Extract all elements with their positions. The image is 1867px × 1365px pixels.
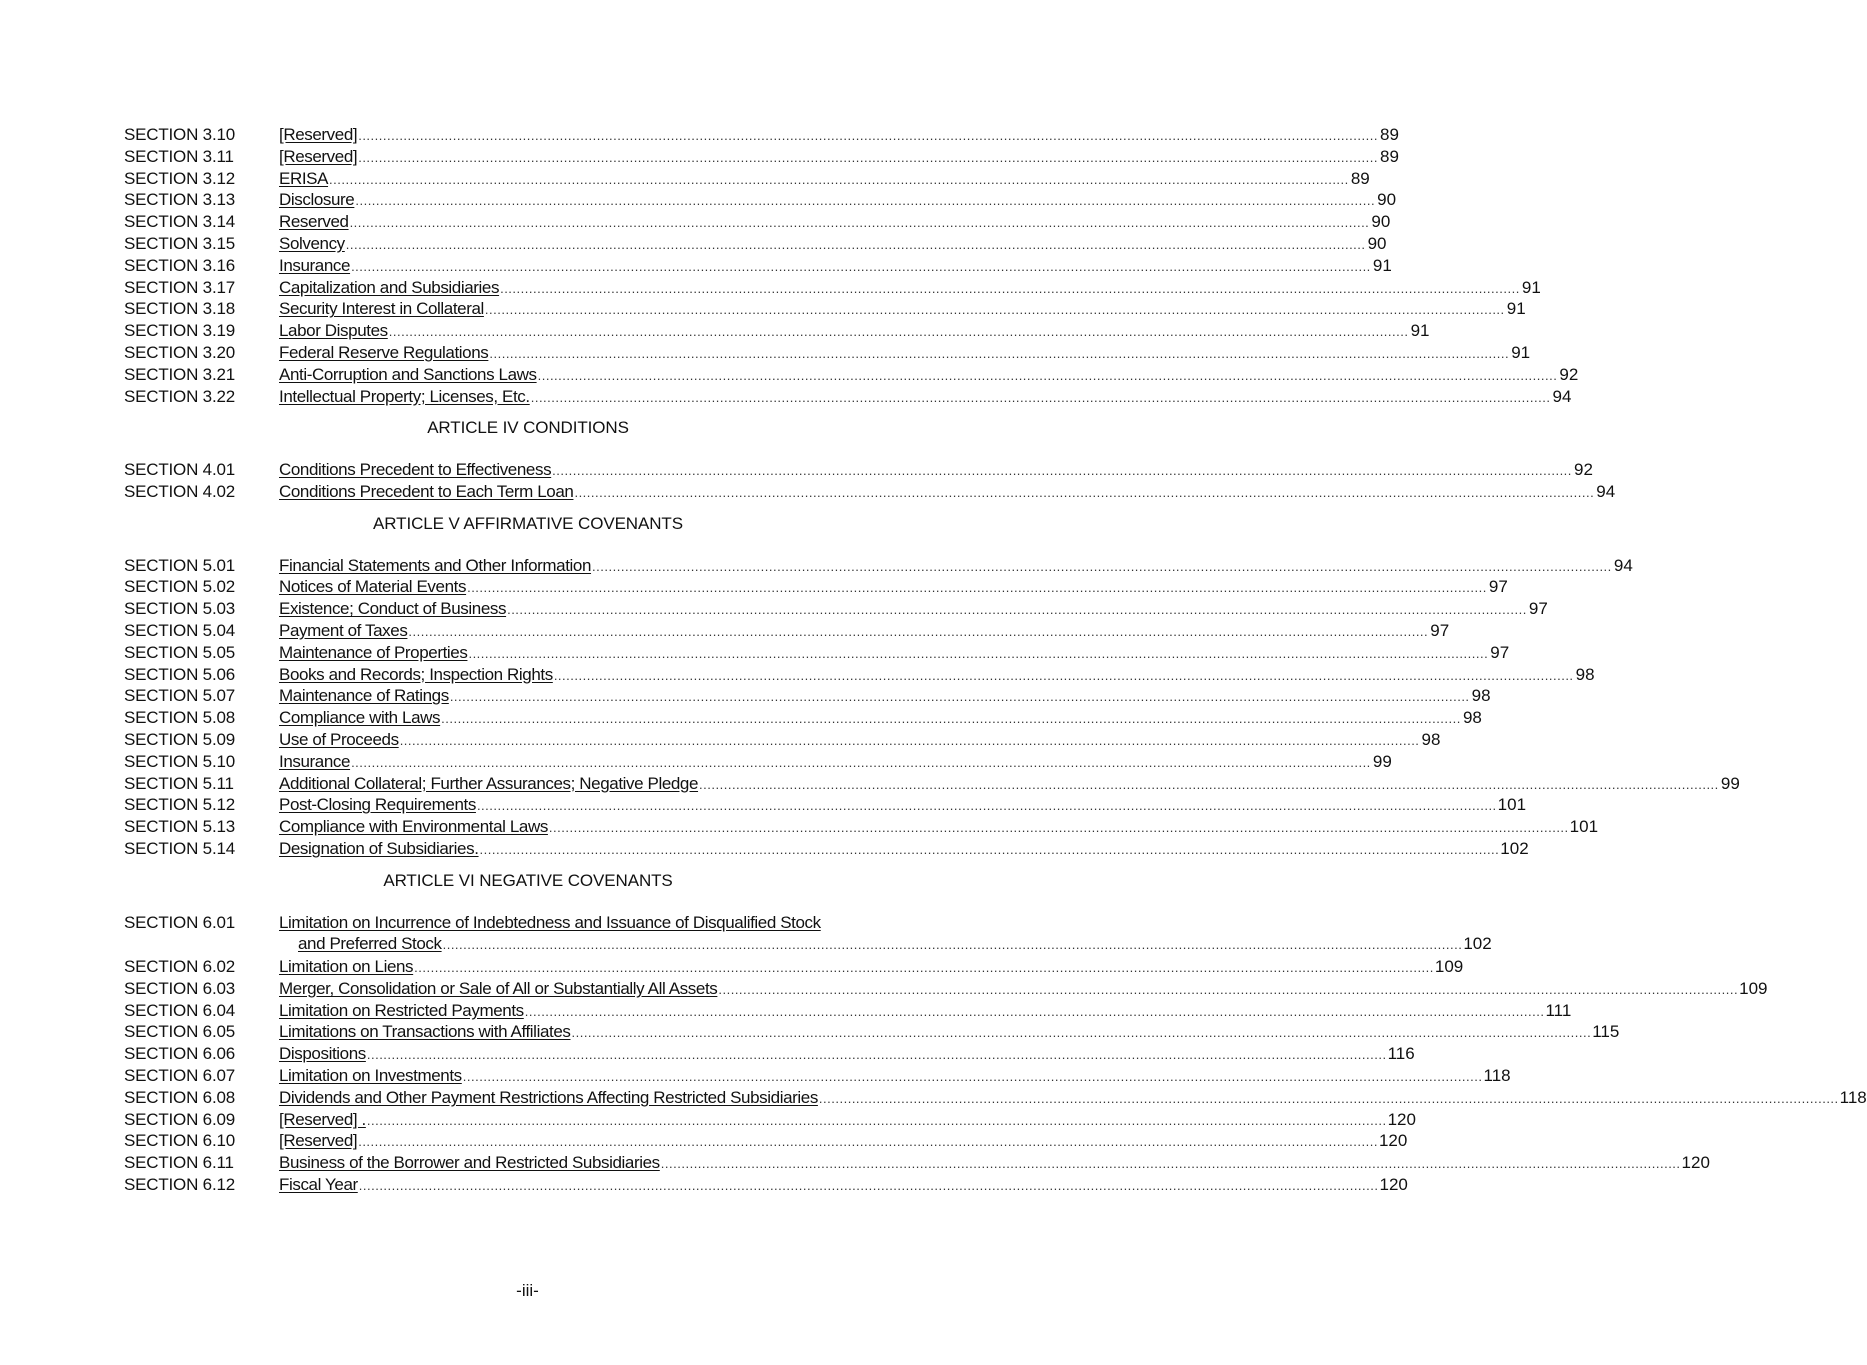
- section-number: SECTION 3.18: [124, 299, 235, 319]
- section-title-link[interactable]: Limitation on Investments: [279, 1066, 462, 1086]
- section-number: SECTION 6.10: [124, 1131, 235, 1151]
- section-title-link[interactable]: Conditions Precedent to Each Term Loan: [279, 481, 574, 501]
- article-heading: ARTICLE VI NEGATIVE COVENANTS: [383, 870, 673, 890]
- dot-leader: [350, 212, 1370, 234]
- dot-leader: [592, 556, 1612, 578]
- page-number: 97: [1488, 577, 1508, 597]
- dot-leader: [531, 387, 1551, 409]
- dot-leader: [500, 278, 1520, 300]
- dot-leader: [507, 599, 1527, 621]
- section-number: SECTION 6.04: [124, 1000, 235, 1020]
- toc-entry: [124, 233, 1387, 255]
- dot-leader: [552, 460, 1572, 482]
- dot-leader: [359, 1175, 1379, 1197]
- page-number: 99: [1372, 751, 1392, 771]
- section-title-link[interactable]: Compliance with Environmental Laws: [279, 817, 548, 837]
- page-number: 102: [1463, 934, 1492, 954]
- section-title-link[interactable]: Conditions Precedent to Effectiveness: [279, 460, 552, 480]
- page-number: 90: [1371, 212, 1391, 232]
- section-title-link[interactable]: [Reserved] .: [279, 1109, 366, 1129]
- section-number: SECTION 5.07: [124, 686, 235, 706]
- table-of-contents: [124, 124, 1867, 1196]
- section-title-link[interactable]: Intellectual Property; Licenses, Etc.: [279, 386, 530, 406]
- page-number: 89: [1380, 146, 1399, 166]
- dot-leader: [485, 299, 1505, 321]
- page-number: 118: [1483, 1066, 1511, 1086]
- section-number: SECTION 5.06: [124, 664, 235, 684]
- section-title-link[interactable]: Reserved: [279, 212, 349, 232]
- section-title-link[interactable]: Use of Proceeds: [279, 729, 399, 749]
- dot-leader: [358, 1131, 1378, 1153]
- section-title-link[interactable]: Limitation on Liens: [279, 957, 414, 977]
- page-number: 91: [1511, 342, 1531, 362]
- dot-leader: [699, 774, 1719, 796]
- section-title-link[interactable]: Insurance: [279, 255, 351, 275]
- toc-entry: [124, 912, 1492, 957]
- section-number: SECTION 3.16: [124, 255, 235, 275]
- dot-leader: [408, 621, 1428, 643]
- section-title-link[interactable]: Limitation on Restricted Payments: [279, 1000, 524, 1020]
- toc-entry: [124, 1021, 1620, 1043]
- section-number: SECTION 4.01: [124, 460, 235, 480]
- section-number: SECTION 5.03: [124, 599, 235, 619]
- dot-leader: [554, 665, 1574, 687]
- section-number: SECTION 5.14: [124, 838, 235, 858]
- section-title-link[interactable]: Capitalization and Subsidiaries: [279, 277, 500, 297]
- dot-leader: [450, 686, 1470, 708]
- page-number: 115: [1592, 1022, 1620, 1042]
- page-number: 98: [1421, 729, 1441, 749]
- page-number: 116: [1387, 1044, 1415, 1064]
- dot-leader: [477, 795, 1497, 817]
- section-title-link[interactable]: Anti-Corruption and Sanctions Laws: [279, 364, 537, 384]
- page-number: 90: [1377, 190, 1397, 210]
- toc-entry: [124, 1043, 1415, 1065]
- toc-entry: [124, 751, 1392, 773]
- dot-leader: [661, 1153, 1681, 1175]
- section-number: SECTION 6.09: [124, 1109, 235, 1129]
- section-number: SECTION 5.10: [124, 751, 235, 771]
- section-title-link-continued[interactable]: and Preferred Stock: [298, 934, 442, 954]
- page-number: 97: [1430, 620, 1450, 640]
- section-number: SECTION 6.12: [124, 1175, 235, 1195]
- dot-leader: [480, 839, 1500, 861]
- dot-leader: [414, 957, 1434, 979]
- section-number: SECTION 6.11: [124, 1153, 234, 1173]
- toc-entry: [124, 320, 1430, 342]
- section-number: SECTION 5.02: [124, 577, 235, 597]
- dot-leader: [571, 1022, 1591, 1044]
- section-title-link[interactable]: Security Interest in Collateral: [279, 299, 484, 319]
- page-footer-number: -iii-: [516, 1281, 539, 1300]
- section-title-link[interactable]: Solvency: [279, 233, 345, 253]
- toc-entry: [124, 978, 1768, 1000]
- article-5-sections: [124, 555, 1740, 860]
- section-title-link[interactable]: Labor Disputes: [279, 321, 388, 341]
- section-number: SECTION 6.02: [124, 957, 235, 977]
- page-number: 102: [1500, 838, 1529, 858]
- page-number: 109: [1739, 978, 1768, 998]
- dot-leader: [389, 321, 1409, 343]
- toc-entry: [124, 1174, 1408, 1196]
- page-number: 111: [1545, 1000, 1572, 1020]
- section-title-link[interactable]: Dispositions: [279, 1044, 366, 1064]
- section-title-link[interactable]: Compliance with Laws: [279, 708, 441, 728]
- toc-entry: [124, 277, 1541, 299]
- dot-leader: [355, 190, 1375, 212]
- dot-leader: [443, 934, 1463, 956]
- dot-leader: [525, 1001, 1545, 1023]
- section-number: SECTION 6.01: [124, 912, 235, 932]
- page-number: 101: [1569, 817, 1599, 837]
- page-number: 91: [1410, 321, 1430, 341]
- section-number: SECTION 3.17: [124, 277, 235, 297]
- section-title-link[interactable]: Post-Closing Requirements: [279, 795, 476, 815]
- section-title-link[interactable]: Maintenance of Properties: [279, 642, 468, 662]
- toc-entry: [124, 956, 1464, 978]
- toc-entry: [124, 685, 1491, 707]
- page-number: 120: [1387, 1109, 1416, 1129]
- toc-entry: [124, 642, 1510, 664]
- toc-entry: [124, 664, 1595, 686]
- section-title-link[interactable]: [Reserved]: [279, 125, 358, 144]
- dot-leader: [819, 1088, 1839, 1110]
- dot-leader: [329, 169, 1349, 191]
- page-number: 120: [1379, 1175, 1408, 1195]
- dot-leader: [538, 365, 1558, 387]
- section-number: SECTION 3.22: [124, 386, 235, 406]
- toc-entry: [124, 386, 1572, 408]
- section-title-link[interactable]: Federal Reserve Regulations: [279, 342, 489, 362]
- section-title-link[interactable]: Existence; Conduct of Business: [279, 599, 507, 619]
- toc-entry: [124, 620, 1450, 642]
- toc-entry: [124, 707, 1482, 729]
- dot-leader: [367, 1110, 1387, 1132]
- dot-leader: [574, 482, 1594, 504]
- dot-leader: [351, 752, 1371, 774]
- page-number: 90: [1367, 233, 1387, 253]
- dot-leader: [351, 256, 1371, 278]
- dot-leader: [489, 343, 1509, 365]
- section-title-link[interactable]: Limitation on Incurrence of Indebtedness and Issuance of Disqualified Stock: [279, 912, 821, 932]
- toc-entry: [124, 1087, 1867, 1109]
- dot-leader: [468, 643, 1488, 665]
- section-title-link[interactable]: Notices of Material Events: [279, 577, 467, 597]
- toc-entry: [124, 1152, 1710, 1174]
- page-number: 92: [1559, 364, 1579, 384]
- section-number: SECTION 4.02: [124, 481, 235, 501]
- toc-entry: [124, 576, 1508, 598]
- article-heading: ARTICLE V AFFIRMATIVE COVENANTS: [373, 513, 683, 533]
- page-number: 120: [1378, 1131, 1408, 1151]
- section-number: SECTION 3.12: [124, 168, 235, 188]
- toc-entry: [124, 1065, 1511, 1087]
- section-number: SECTION 3.10: [124, 125, 235, 144]
- section-number: SECTION 5.11: [124, 773, 234, 793]
- dot-leader: [549, 817, 1569, 839]
- section-title-link[interactable]: Designation of Subsidiaries.: [279, 838, 479, 858]
- page-number: 94: [1613, 555, 1633, 575]
- section-number: SECTION 5.13: [124, 817, 235, 837]
- dot-leader: [463, 1066, 1483, 1088]
- page-number: 91: [1372, 255, 1392, 275]
- section-number: SECTION 3.19: [124, 321, 235, 341]
- page-number: 91: [1521, 277, 1541, 297]
- section-number: SECTION 6.06: [124, 1044, 235, 1064]
- toc-entry: [124, 1130, 1408, 1152]
- section-number: SECTION 3.13: [124, 190, 235, 210]
- section-title-link[interactable]: Limitations on Transactions with Affiliates: [279, 1022, 571, 1042]
- toc-entry: [124, 1109, 1416, 1131]
- toc-entry: [124, 838, 1529, 860]
- page-number: 94: [1552, 386, 1572, 406]
- page-number: 89: [1380, 125, 1399, 144]
- article-heading: ARTICLE IV CONDITIONS: [427, 418, 629, 438]
- section-title-link[interactable]: Maintenance of Ratings: [279, 686, 449, 706]
- article-6-sections: [124, 956, 1867, 1196]
- section-number: SECTION 6.05: [124, 1022, 235, 1042]
- section-title-link[interactable]: ERISA: [279, 168, 329, 188]
- toc-entry: [124, 598, 1548, 620]
- section-number: SECTION 5.04: [124, 620, 235, 640]
- toc-entry: [124, 255, 1392, 277]
- page-number: 92: [1573, 460, 1593, 480]
- section-title-link[interactable]: Books and Records; Inspection Rights: [279, 664, 553, 684]
- toc-entry: [124, 189, 1397, 211]
- toc-entry: [124, 729, 1441, 751]
- section-number: SECTION 3.20: [124, 342, 235, 362]
- section-number: SECTION 5.08: [124, 708, 235, 728]
- toc-entry: [124, 124, 1399, 146]
- section-number: SECTION 3.11: [124, 146, 234, 166]
- dot-leader: [467, 577, 1487, 599]
- page-number: 101: [1497, 795, 1527, 815]
- section-number: SECTION 3.15: [124, 233, 235, 253]
- toc-entry: [124, 1000, 1572, 1022]
- section-number: SECTION 5.09: [124, 729, 235, 749]
- section-title-link[interactable]: Insurance: [279, 751, 351, 771]
- article-4-sections: [124, 459, 1616, 503]
- section-title-link[interactable]: Additional Collateral; Further Assurances; Negative Pledge: [279, 773, 699, 793]
- page-number: 98: [1471, 686, 1491, 706]
- toc-entry: [124, 794, 1527, 816]
- section-title-link[interactable]: Fiscal Year: [279, 1175, 358, 1195]
- toc-entry: [124, 298, 1526, 320]
- page-number: 118: [1839, 1087, 1867, 1107]
- toc-entry: [124, 459, 1593, 481]
- page-number: 109: [1434, 957, 1464, 977]
- toc-entry: [124, 211, 1391, 233]
- page-number: 98: [1575, 664, 1595, 684]
- page-number: 97: [1490, 642, 1510, 662]
- page-number: 120: [1681, 1153, 1710, 1173]
- section-title-link[interactable]: Payment of Taxes: [279, 620, 408, 640]
- toc-entry: [124, 342, 1531, 364]
- toc-entry: [124, 168, 1370, 190]
- toc-entry: [124, 364, 1579, 386]
- dot-leader: [358, 125, 1378, 147]
- section-title-link[interactable]: [Reserved]: [279, 1131, 358, 1151]
- page-number: 94: [1596, 481, 1616, 501]
- section-number: SECTION 6.03: [124, 978, 235, 998]
- section-number: SECTION 6.07: [124, 1066, 235, 1086]
- article-3-sections: [124, 124, 1579, 407]
- toc-entry: [124, 146, 1399, 168]
- page-number: 99: [1720, 773, 1740, 793]
- section-number: SECTION 3.14: [124, 212, 235, 232]
- section-title-link[interactable]: Business of the Borrower and Restricted Subsidiaries: [279, 1153, 660, 1173]
- toc-entry: [124, 555, 1633, 577]
- dot-leader: [718, 979, 1738, 1001]
- page-number: 98: [1462, 708, 1482, 728]
- section-number: SECTION 6.08: [124, 1087, 235, 1107]
- section-title-link[interactable]: Financial Statements and Other Information: [279, 555, 592, 575]
- section-number: SECTION 5.01: [124, 555, 235, 575]
- page-number: 97: [1528, 599, 1548, 619]
- toc-entry: [124, 481, 1616, 503]
- dot-leader: [441, 708, 1461, 730]
- dot-leader: [346, 234, 1366, 256]
- toc-entry: [124, 816, 1599, 838]
- section-number: SECTION 5.05: [124, 642, 235, 662]
- section-title-link[interactable]: Dividends and Other Payment Restrictions Affecting Restricted Subsidiaries: [279, 1087, 818, 1107]
- toc-entry: [124, 773, 1740, 795]
- section-title-link[interactable]: Merger, Consolidation or Sale of All or Substantially All Assets: [279, 978, 718, 998]
- section-number: SECTION 3.21: [124, 364, 235, 384]
- page-number: 91: [1506, 299, 1526, 319]
- section-number: SECTION 5.12: [124, 795, 235, 815]
- dot-leader: [358, 147, 1378, 169]
- page-number: 89: [1350, 168, 1370, 188]
- dot-leader: [400, 730, 1420, 752]
- dot-leader: [367, 1044, 1387, 1066]
- section-title-link[interactable]: Disclosure: [279, 190, 355, 210]
- section-title-link[interactable]: [Reserved]: [279, 146, 358, 166]
